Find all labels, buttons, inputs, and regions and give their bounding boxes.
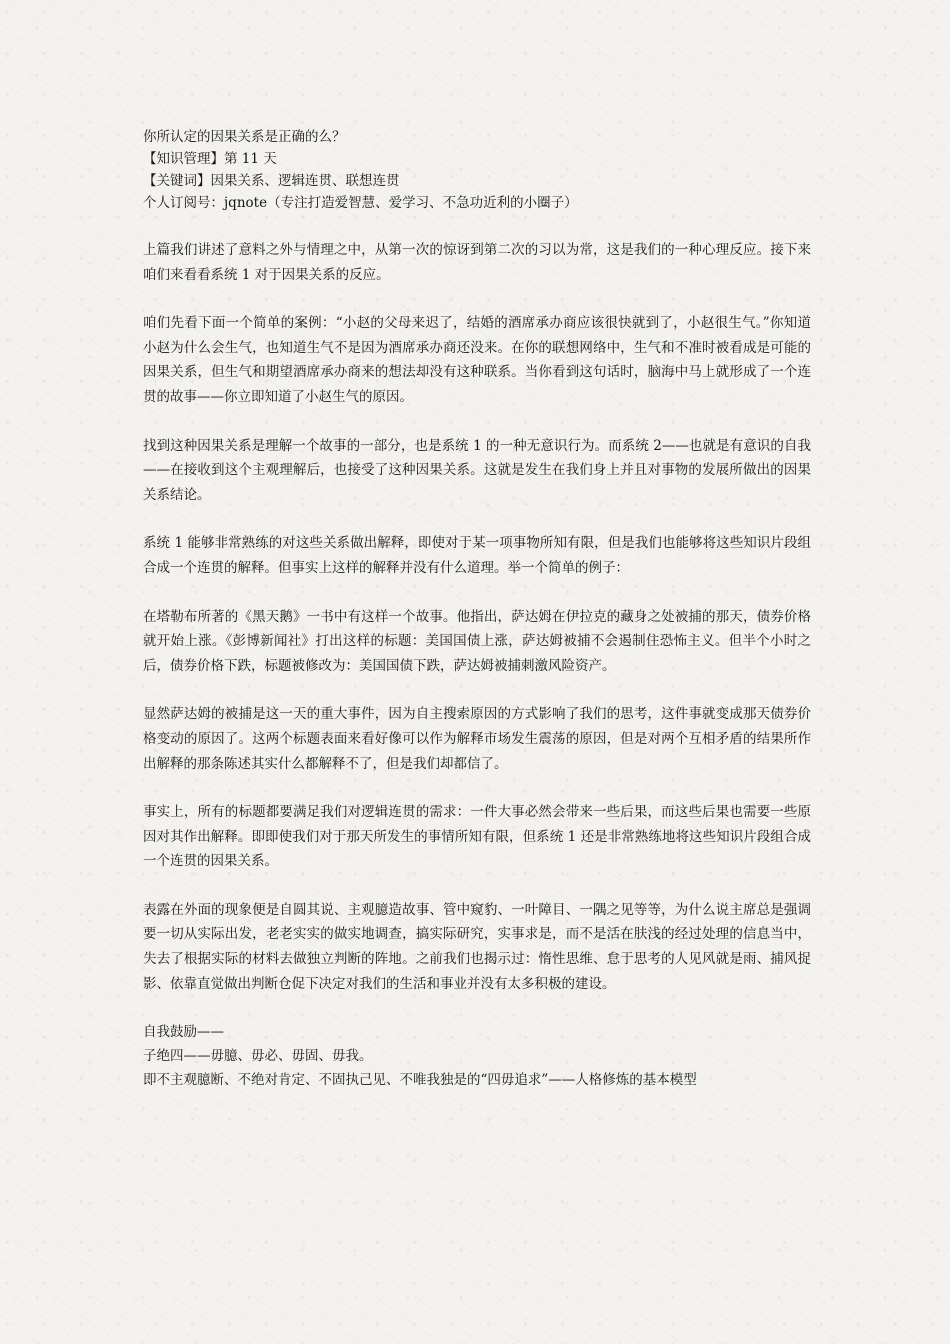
paragraph-conclusion: 表露在外面的现象便是自圆其说、主观臆造故事、管中窥豹、一叶障目、一隅之见等等，为什么说主席总是强调要一切从实际出发，老老实实的做实地调查，搞实际研究，实事求是，而不是活在肤浅的经过处理的信息当中，失去了根据实际的材料去做独立判断的阵地。之前我们也揭示过：惰性思维、怠于思考的人见风就是雨、捕风捉影、依靠直觉做出判断仓促下决定对我们的生活和事业并没有太多积极的建设。 — [143, 901, 811, 992]
closing-line-2: 子绝四——毋臆、毋必、毋固、毋我。 — [143, 1048, 373, 1065]
subscription-label: 个人订阅号：jqnote（专注打造爱智慧、爱学习、不急功近利的小圈子） — [143, 195, 578, 211]
series-label: 【知识管理】第 11 天 — [143, 151, 277, 167]
paragraph-coherence: 事实上，所有的标题都要满足我们对逻辑连贯的需求：一件大事必然会带来一些后果，而这些后果也需要一些原因对其作出解释。即即使我们对于那天所发生的事情所知有限，但系统 1 还是非常熟练地将这些知识片段组合成一个连贯的因果关系。 — [143, 804, 811, 870]
paragraph-explanation: 系统 1 能够非常熟练的对这些关系做出解释，即使对于某一项事物所知有限，但是我们也能够将这些知识片段组合成一个连贯的解释。但事实上这样的解释并没有什么道理。举一个简单的例子： — [143, 535, 811, 576]
closing-section — [143, 1020, 811, 1092]
paragraph-system1: 找到这种因果关系是理解一个故事的一部分，也是系统 1 的一种无意识行为。而系统 2——也就是有意识的自我——在接收到这个主观理解后，也接受了这种因果关系。这就是发生在我们身上并且对事物的发展所做出的因果关系结论。 — [143, 437, 811, 503]
paragraph-saddam: 显然萨达姆的被捕是这一天的重大事件，因为自主搜索原因的方式影响了我们的思考，这件事就变成那天债券价格变动的原因了。这两个标题表面来看好像可以作为解释市场发生震荡的原因，但是对两个互相矛盾的结果所作出解释的那条陈述其实什么都解释不了，但是我们却都信了。 — [143, 706, 811, 772]
paragraph-black-swan: 在塔勒布所著的《黑天鹅》一书中有这样一个故事。他指出，萨达姆在伊拉克的藏身之处被捕的那天，债券价格就开始上涨。《彭博新闻社》打出这样的标题：美国国债上涨，萨达姆被捕不会遏制住恐怖主义。但半个小时之后，债券价格下跌，标题被修改为：美国国债下跌，萨达姆被捕刺激风险资产。 — [143, 608, 811, 674]
paragraph-example: 咱们先看下面一个简单的案例：“小赵的父母来迟了，结婚的酒席承办商应该很快就到了，小赵很生气。”你知道小赵为什么会生气，也知道生气不是因为酒席承办商还没来。在你的联想网络中，生气和不准时被看成是可能的因果关系，但生气和期望酒席承办商来的想法却没有这种联系。当你看到这句话时，脑海中马上就形成了一个连贯的故事——你立即知道了小赵生气的原因。 — [143, 315, 811, 405]
article-title: 你所认定的因果关系是正确的么？ — [143, 129, 346, 145]
article-header — [143, 126, 811, 214]
closing-line-1: 自我鼓励—— — [143, 1024, 224, 1041]
closing-line-3: 即不主观臆断、不绝对肯定、不固执己见、不唯我独是的“四毋追求”——人格修炼的基本模型 — [143, 1072, 697, 1089]
article — [143, 126, 811, 1092]
paragraph-intro: 上篇我们讲述了意料之外与情理之中，从第一次的惊讶到第二次的习以为常，这是我们的一种心理反应。接下来咱们来看看系统 1 对于因果关系的反应。 — [143, 242, 811, 283]
keywords-label: 【关键词】因果关系、逻辑连贯、联想连贯 — [143, 173, 400, 189]
